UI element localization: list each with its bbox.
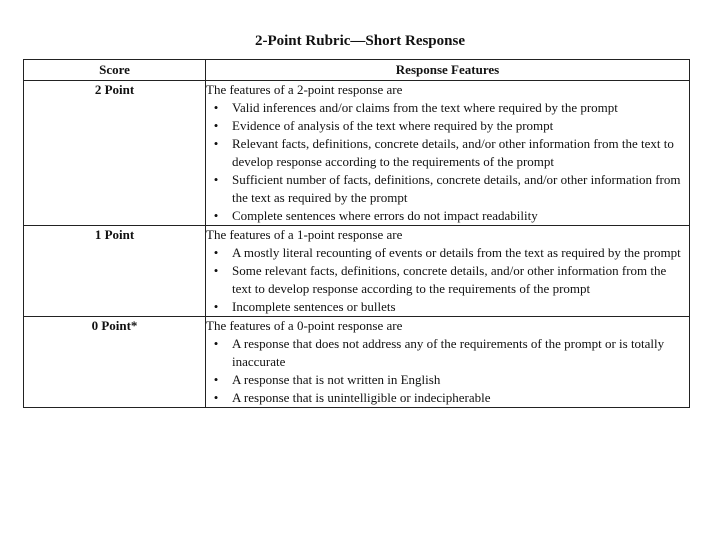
rubric-row-2-point — [24, 81, 690, 226]
features-intro: The features of a 2-point response are — [206, 82, 403, 97]
feature-text: Incomplete sentences or bullets — [232, 299, 396, 314]
features-intro: The features of a 0-point response are — [206, 318, 403, 333]
bullet-icon: • — [213, 208, 219, 223]
bullet-icon: • — [213, 372, 219, 387]
bullet-icon: • — [213, 172, 219, 187]
bullet-icon: • — [213, 336, 219, 351]
feature-item — [206, 371, 689, 389]
score-cell: 0 Point* — [24, 317, 206, 408]
bullet-icon: • — [213, 299, 219, 314]
feature-text: A response that is unintelligible or indecipherable — [232, 390, 491, 405]
score-cell: 1 Point — [24, 226, 206, 317]
bullet-icon: • — [213, 390, 219, 405]
features-column-header: Response Features — [206, 60, 690, 81]
rubric-table — [23, 59, 690, 408]
feature-item — [206, 389, 689, 407]
feature-item — [206, 171, 689, 207]
feature-text: Relevant facts, definitions, concrete details, and/or other information from the text to develop response according to the requirements of the prompt — [232, 136, 674, 169]
bullet-icon: • — [213, 263, 219, 278]
feature-text: Evidence of analysis of the text where required by the prompt — [232, 118, 554, 133]
feature-text: A mostly literal recounting of events or details from the text as required by the prompt — [232, 245, 681, 260]
feature-item — [206, 335, 689, 371]
feature-item — [206, 298, 689, 316]
bullet-icon: • — [213, 245, 219, 260]
bullet-icon: • — [213, 100, 219, 115]
features-cell — [206, 317, 690, 408]
feature-item — [206, 99, 689, 117]
bullet-icon: • — [213, 136, 219, 151]
features-intro: The features of a 1-point response are — [206, 227, 403, 242]
feature-item — [206, 244, 689, 262]
feature-item — [206, 117, 689, 135]
rubric-row-1-point — [24, 226, 690, 317]
feature-item — [206, 207, 689, 225]
features-list — [206, 335, 689, 407]
feature-text: A response that is not written in English — [232, 372, 441, 387]
feature-text: A response that does not address any of the requirements of the prompt or is totally inaccurate — [232, 336, 665, 369]
bullet-icon: • — [213, 118, 219, 133]
feature-item — [206, 262, 689, 298]
score-cell: 2 Point — [24, 81, 206, 226]
score-column-header: Score — [24, 60, 206, 81]
rubric-title: 2-Point Rubric—Short Response — [254, 33, 465, 49]
feature-text: Sufficient number of facts, definitions, concrete details, and/or other information from the text as required by the prompt — [232, 172, 681, 205]
feature-text: Valid inferences and/or claims from the text where required by the prompt — [232, 100, 618, 115]
feature-text: Complete sentences where errors do not impact readability — [232, 208, 538, 223]
features-cell — [206, 226, 690, 317]
features-cell — [206, 81, 690, 226]
header-row — [24, 60, 690, 81]
feature-text: Some relevant facts, definitions, concrete details, and/or other information from the text to develop response according to the requirements of the prompt — [232, 263, 667, 296]
rubric-row-0-point — [24, 317, 690, 408]
features-list — [206, 99, 689, 225]
feature-item — [206, 135, 689, 171]
features-list — [206, 244, 689, 316]
